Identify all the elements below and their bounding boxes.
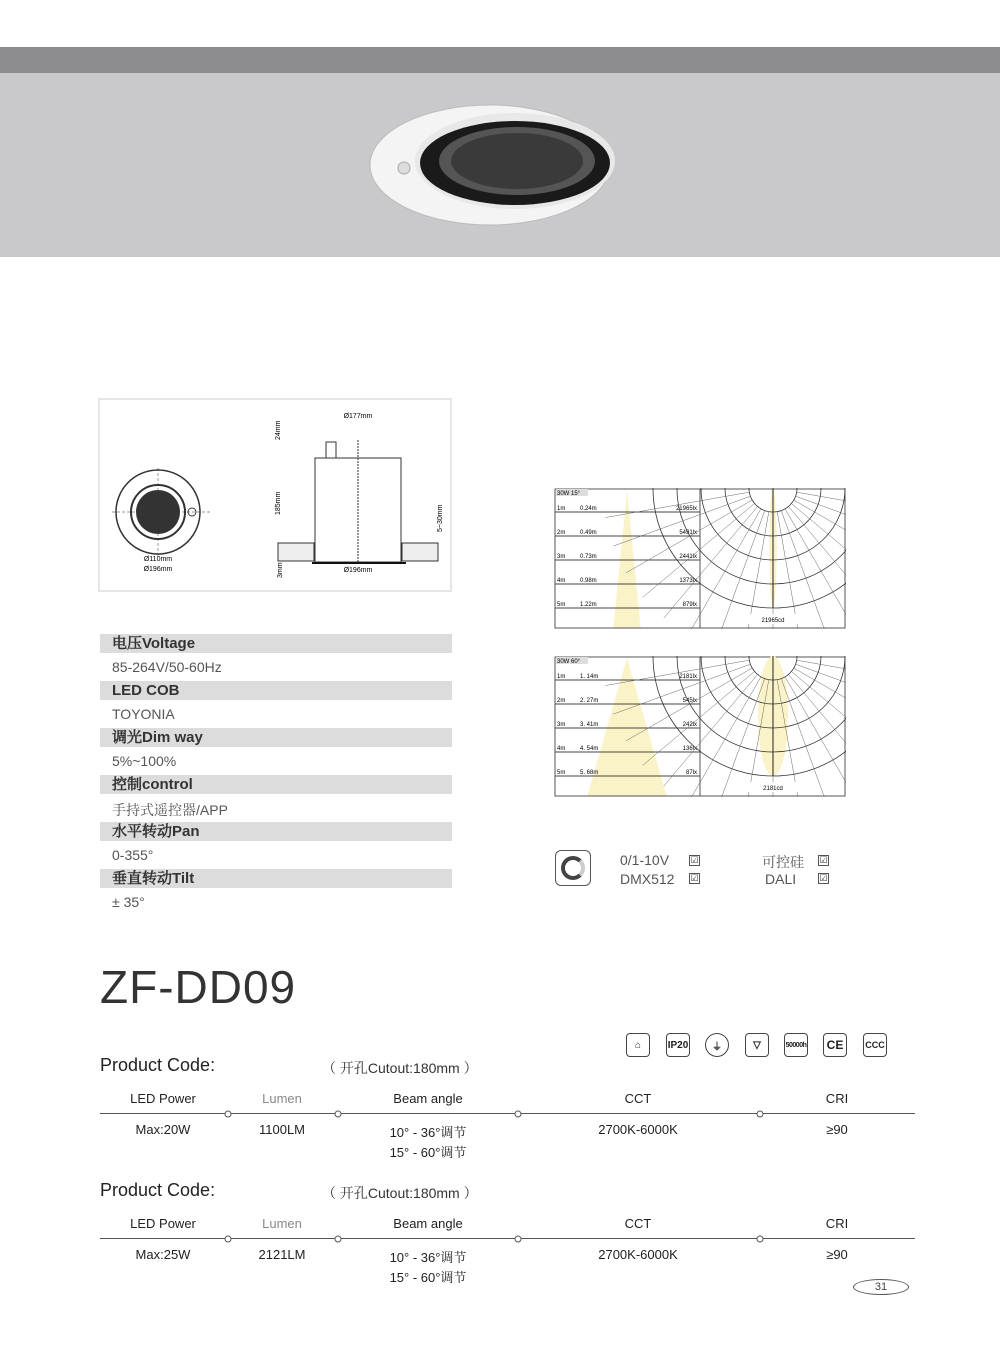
spec-value: TOYONIA xyxy=(112,706,175,722)
diameter-label: 1.22m xyxy=(580,602,597,608)
spec-value: 85-264V/50-60Hz xyxy=(112,659,222,675)
lifetime-icon: 50000h xyxy=(784,1033,808,1057)
cutout-label: （ 开孔Cutout:180mm ） xyxy=(322,1060,478,1076)
dim-185: 185mm xyxy=(275,491,282,515)
illuminance-label: 2441lx xyxy=(679,554,697,560)
rule-node xyxy=(225,1111,232,1118)
diameter-label: 0.24m xyxy=(580,506,597,512)
column-header: Beam angle xyxy=(393,1216,463,1231)
dim-option-triac: 可控硅 xyxy=(762,854,804,870)
illuminance-label: 1373lx xyxy=(679,578,697,584)
dim-option-0-10v: 0/1-10V xyxy=(620,852,670,868)
diameter-label: 5. 68m xyxy=(580,770,599,776)
polar-ray xyxy=(791,503,846,597)
dim-3: 3mm xyxy=(277,562,284,578)
lumen-value: 1100LM xyxy=(258,1122,306,1137)
polar-ray xyxy=(794,500,846,573)
distance-label: 5m xyxy=(557,770,566,776)
diameter-label: 0.49m xyxy=(580,530,597,536)
diameter-label: 4. 54m xyxy=(580,746,599,752)
cutout-label: （ 开孔Cutout:180mm ） xyxy=(322,1185,478,1201)
cri-value: ≥90 xyxy=(826,1122,848,1137)
beam-chart xyxy=(554,488,846,629)
column-header: Beam angle xyxy=(393,1091,463,1106)
ground-icon: ⏚ xyxy=(705,1033,729,1057)
polar-ray xyxy=(777,512,802,629)
spec-label: 水平转动Pan xyxy=(100,822,452,841)
rule-node xyxy=(335,1111,342,1118)
dim-196-side: Ø196mm xyxy=(343,567,373,574)
beam-chart xyxy=(554,656,846,797)
beam-angle-value: 10° - 36°调节 xyxy=(389,1125,467,1140)
column-header: CCT xyxy=(624,1091,652,1106)
product-code-label: Product Code: xyxy=(100,1180,216,1200)
product-photo-banner xyxy=(0,73,1000,257)
column-header: Lumen xyxy=(262,1091,302,1106)
column-header: CCT xyxy=(624,1216,652,1231)
spec-value: ± 35° xyxy=(112,894,145,910)
distance-label: 3m xyxy=(557,554,566,560)
beam-angle-value: 15° - 60°调节 xyxy=(389,1145,467,1160)
led-power-value: Max:25W xyxy=(135,1247,191,1262)
diameter-label: 0.73m xyxy=(580,554,597,560)
polar-ray xyxy=(785,677,846,797)
dim-option-dali: DALI xyxy=(765,871,797,887)
dimming-icon xyxy=(555,850,591,886)
polar-ray xyxy=(743,512,768,629)
polar-ray xyxy=(785,509,846,629)
polar-ray xyxy=(613,496,750,546)
polar-ray xyxy=(796,664,846,714)
model-title: ZF-DD09 xyxy=(100,961,297,1013)
polar-ray xyxy=(797,660,846,685)
illuminance-label: 87lx xyxy=(685,770,697,776)
ccc-icon: CCC xyxy=(863,1033,887,1057)
illuminance-label: 136lx xyxy=(682,746,697,752)
illuminance-label: 545lx xyxy=(682,698,697,704)
polar-ray xyxy=(685,677,761,797)
rule-node xyxy=(515,1111,522,1118)
dim-range: 5~30mm xyxy=(437,504,444,532)
chart-title: 30W 60° xyxy=(557,659,581,665)
illuminance-label: 21965lx xyxy=(675,506,697,512)
illuminance-label: 879lx xyxy=(682,602,697,608)
distance-label: 4m xyxy=(557,578,566,584)
dimension-drawing xyxy=(98,398,452,592)
peak-intensity-label: 2181cd xyxy=(763,786,783,792)
column-header: LED Power xyxy=(130,1216,196,1231)
spec-value: 手持式遥控器/APP xyxy=(112,802,228,818)
polar-ray xyxy=(796,496,846,546)
rule-node xyxy=(225,1236,232,1243)
checkbox-icon: ☑ xyxy=(690,873,699,883)
rule-node xyxy=(515,1236,522,1243)
table-rule xyxy=(100,1113,915,1114)
polar-ray xyxy=(791,671,846,765)
checkbox-icon: ☑ xyxy=(690,855,699,865)
polar-ray xyxy=(788,506,846,618)
spec-label: 控制control xyxy=(100,775,452,794)
polar-ray xyxy=(797,492,846,517)
dim-177: Ø177mm xyxy=(343,413,373,420)
polar-ray xyxy=(664,506,758,618)
diameter-label: 3. 41m xyxy=(580,722,599,728)
distance-label: 4m xyxy=(557,746,566,752)
chart-title: 30W 15° xyxy=(557,491,581,497)
checkbox-icon: ☑ xyxy=(819,855,828,865)
distance-label: 1m xyxy=(557,674,566,680)
banner-top-strip xyxy=(0,47,1000,73)
column-header: CRI xyxy=(825,1216,849,1231)
polar-ray xyxy=(788,674,846,786)
cri-value: ≥90 xyxy=(826,1247,848,1262)
f-mark-icon: ▽ xyxy=(745,1033,769,1057)
illuminance-label: 5491lx xyxy=(679,530,697,536)
page-number: 31 xyxy=(853,1279,909,1295)
dim-24: 24mm xyxy=(275,420,282,440)
dim-196: Ø196mm xyxy=(143,566,173,573)
led-power-value: Max:20W xyxy=(135,1122,191,1137)
diameter-label: 2. 27m xyxy=(580,698,599,704)
dim-110: Ø110mm xyxy=(143,556,173,563)
spec-label: LED COB xyxy=(100,681,452,700)
distance-label: 2m xyxy=(557,530,566,536)
distance-label: 1m xyxy=(557,506,566,512)
spec-label: 垂直转动Tilt xyxy=(100,869,452,888)
polar-ray xyxy=(643,671,755,765)
column-header: LED Power xyxy=(130,1091,196,1106)
polar-ray xyxy=(688,509,761,629)
diameter-label: 1. 14m xyxy=(580,674,599,680)
diameter-label: 0.98m xyxy=(580,578,597,584)
column-header: CRI xyxy=(825,1091,849,1106)
downlight-photo xyxy=(0,73,1000,257)
light-cone xyxy=(613,490,640,628)
checkbox-icon: ☑ xyxy=(819,873,828,883)
beam-angle-value: 15° - 60°调节 xyxy=(389,1270,467,1285)
rule-node xyxy=(757,1111,764,1118)
table-rule xyxy=(100,1238,915,1239)
cct-value: 2700K-6000K xyxy=(598,1122,678,1137)
dim-option-dmx512: DMX512 xyxy=(620,871,675,887)
beam-angle-value: 10° - 36°调节 xyxy=(389,1250,467,1265)
polar-ray xyxy=(643,503,755,597)
product-code-label: Product Code: xyxy=(100,1055,216,1075)
peak-intensity-label: 21965cd xyxy=(761,618,785,624)
polar-ray xyxy=(664,674,758,786)
spec-label: 调光Dim way xyxy=(100,728,452,747)
spec-value: 5%~100% xyxy=(112,753,177,769)
polar-ray xyxy=(794,668,846,741)
spec-label: 电压Voltage xyxy=(100,634,452,653)
distance-label: 3m xyxy=(557,722,566,728)
distance-label: 2m xyxy=(557,698,566,704)
distance-label: 5m xyxy=(557,602,566,608)
ip20-icon: IP20 xyxy=(666,1033,690,1057)
spec-value: 0-355° xyxy=(112,847,154,863)
column-header: Lumen xyxy=(262,1216,302,1231)
cct-value: 2700K-6000K xyxy=(598,1247,678,1262)
indoor-use-icon: ⌂ xyxy=(626,1033,650,1057)
lumen-value: 2121LM xyxy=(258,1247,306,1262)
illuminance-label: 242lx xyxy=(682,722,697,728)
ce-icon: CE xyxy=(823,1033,847,1057)
illuminance-label: 2181lx xyxy=(679,674,697,680)
rule-node xyxy=(335,1236,342,1243)
rule-node xyxy=(757,1236,764,1243)
